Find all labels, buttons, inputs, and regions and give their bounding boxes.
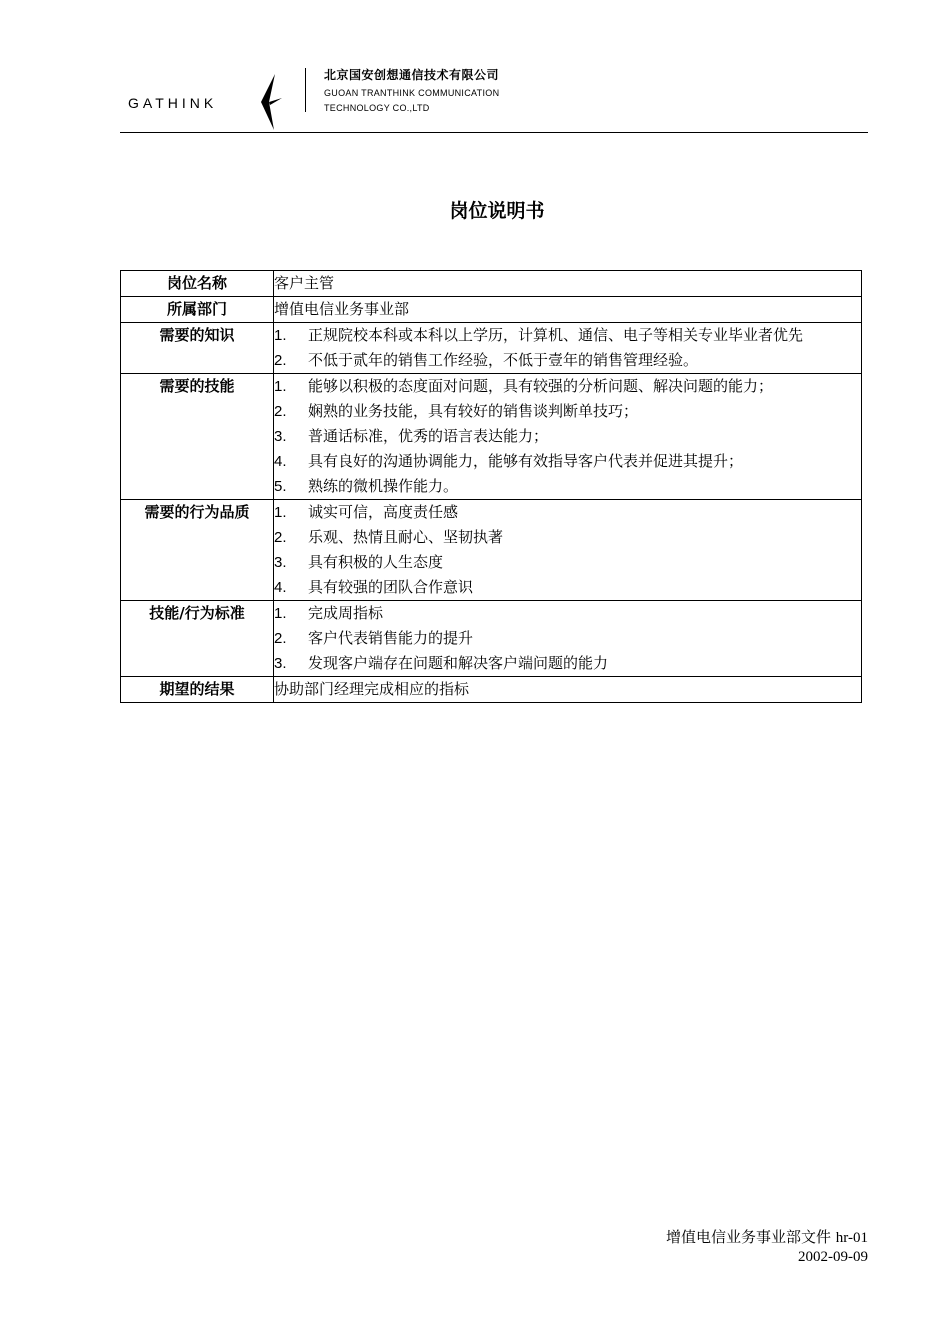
table-row — [121, 323, 862, 374]
item-text: 能够以积极的态度面对问题，具有较强的分析问题、解决问题的能力； — [308, 377, 774, 395]
row-value — [274, 323, 862, 374]
list-item — [274, 348, 861, 373]
list-item — [274, 575, 861, 600]
item-text: 乐观、热情且耐心、坚韧执著 — [308, 528, 504, 546]
item-number: 2. — [274, 529, 287, 546]
list-item — [274, 399, 861, 424]
page-title: 岗位说明书 — [449, 200, 545, 222]
table-row — [121, 500, 862, 601]
list-item — [274, 525, 861, 550]
list-item — [274, 500, 861, 525]
row-value: 客户主管 — [274, 271, 862, 297]
row-label: 需要的知识 — [121, 323, 274, 374]
document-footer — [666, 1228, 868, 1267]
footer-doc-name: 增值电信业务事业部文件 — [666, 1228, 832, 1246]
list-item — [274, 626, 861, 651]
footer-date: 2002-09-09 — [798, 1249, 868, 1265]
item-text: 发现客户端存在问题和解决客户端问题的能力 — [308, 654, 609, 672]
item-text: 完成周指标 — [308, 604, 384, 622]
item-text: 正规院校本科或本科以上学历，计算机、通信、电子等相关专业毕业者优先 — [308, 326, 804, 344]
item-text: 具有积极的人生态度 — [308, 553, 444, 571]
row-label: 需要的行为品质 — [121, 500, 274, 601]
list-item — [274, 550, 861, 575]
item-number: 3. — [274, 428, 287, 445]
company-name-en-line1: GUOAN TRANTHINK COMMUNICATION — [324, 88, 500, 98]
header-divider — [305, 68, 306, 112]
table-row — [121, 297, 862, 323]
item-number: 3. — [274, 655, 287, 672]
job-description-table — [120, 270, 862, 703]
list-item — [274, 651, 861, 676]
list-item — [274, 424, 861, 449]
item-number: 2. — [274, 403, 287, 420]
item-number: 1. — [274, 504, 287, 521]
list-item — [274, 601, 861, 626]
item-number: 1. — [274, 327, 287, 344]
item-number: 5. — [274, 478, 287, 495]
item-text: 普通话标准，优秀的语言表达能力； — [308, 427, 549, 445]
row-value: 协助部门经理完成相应的指标 — [274, 677, 862, 703]
footer-doc-line — [666, 1228, 868, 1248]
item-number: 2. — [274, 630, 287, 647]
list-item — [274, 323, 861, 348]
item-number: 4. — [274, 579, 287, 596]
table-row — [121, 601, 862, 677]
item-text: 具有较强的团队合作意识 — [308, 578, 474, 596]
row-label: 期望的结果 — [121, 677, 274, 703]
list-item — [274, 474, 861, 499]
row-label: 技能/行为标准 — [121, 601, 274, 677]
table-row — [121, 374, 862, 500]
row-value — [274, 601, 862, 677]
row-value — [274, 374, 862, 500]
item-text: 具有良好的沟通协调能力，能够有效指导客户代表并促进其提升； — [308, 452, 744, 470]
row-label: 岗位名称 — [121, 271, 274, 297]
header-rule — [120, 132, 868, 133]
footer-doc-code: hr-01 — [835, 1230, 868, 1246]
list-item — [274, 374, 861, 399]
item-text: 娴熟的业务技能，具有较好的销售谈判断单技巧； — [308, 402, 639, 420]
item-number: 2. — [274, 352, 287, 369]
row-value — [274, 500, 862, 601]
item-number: 1. — [274, 605, 287, 622]
company-name-en — [324, 86, 499, 116]
row-value: 增值电信业务事业部 — [274, 297, 862, 323]
company-logo-text: GATHINK — [128, 95, 218, 111]
item-text: 诚实可信，高度责任感 — [308, 503, 459, 521]
item-text: 客户代表销售能力的提升 — [308, 629, 474, 647]
item-number: 4. — [274, 453, 287, 470]
company-logo-icon — [258, 74, 284, 130]
list-item — [274, 449, 861, 474]
letterhead — [0, 0, 950, 140]
item-number: 1. — [274, 378, 287, 395]
row-label: 需要的技能 — [121, 374, 274, 500]
table-row — [121, 271, 862, 297]
item-number: 3. — [274, 554, 287, 571]
table-row — [121, 677, 862, 703]
item-text: 不低于贰年的销售工作经验，不低于壹年的销售管理经验。 — [308, 351, 699, 369]
row-label: 所属部门 — [121, 297, 274, 323]
company-name-en-line2: TECHNOLOGY CO.,LTD — [324, 103, 430, 113]
item-text: 熟练的微机操作能力。 — [308, 477, 459, 495]
company-name-cn: 北京国安创想通信技术有限公司 — [324, 68, 500, 82]
